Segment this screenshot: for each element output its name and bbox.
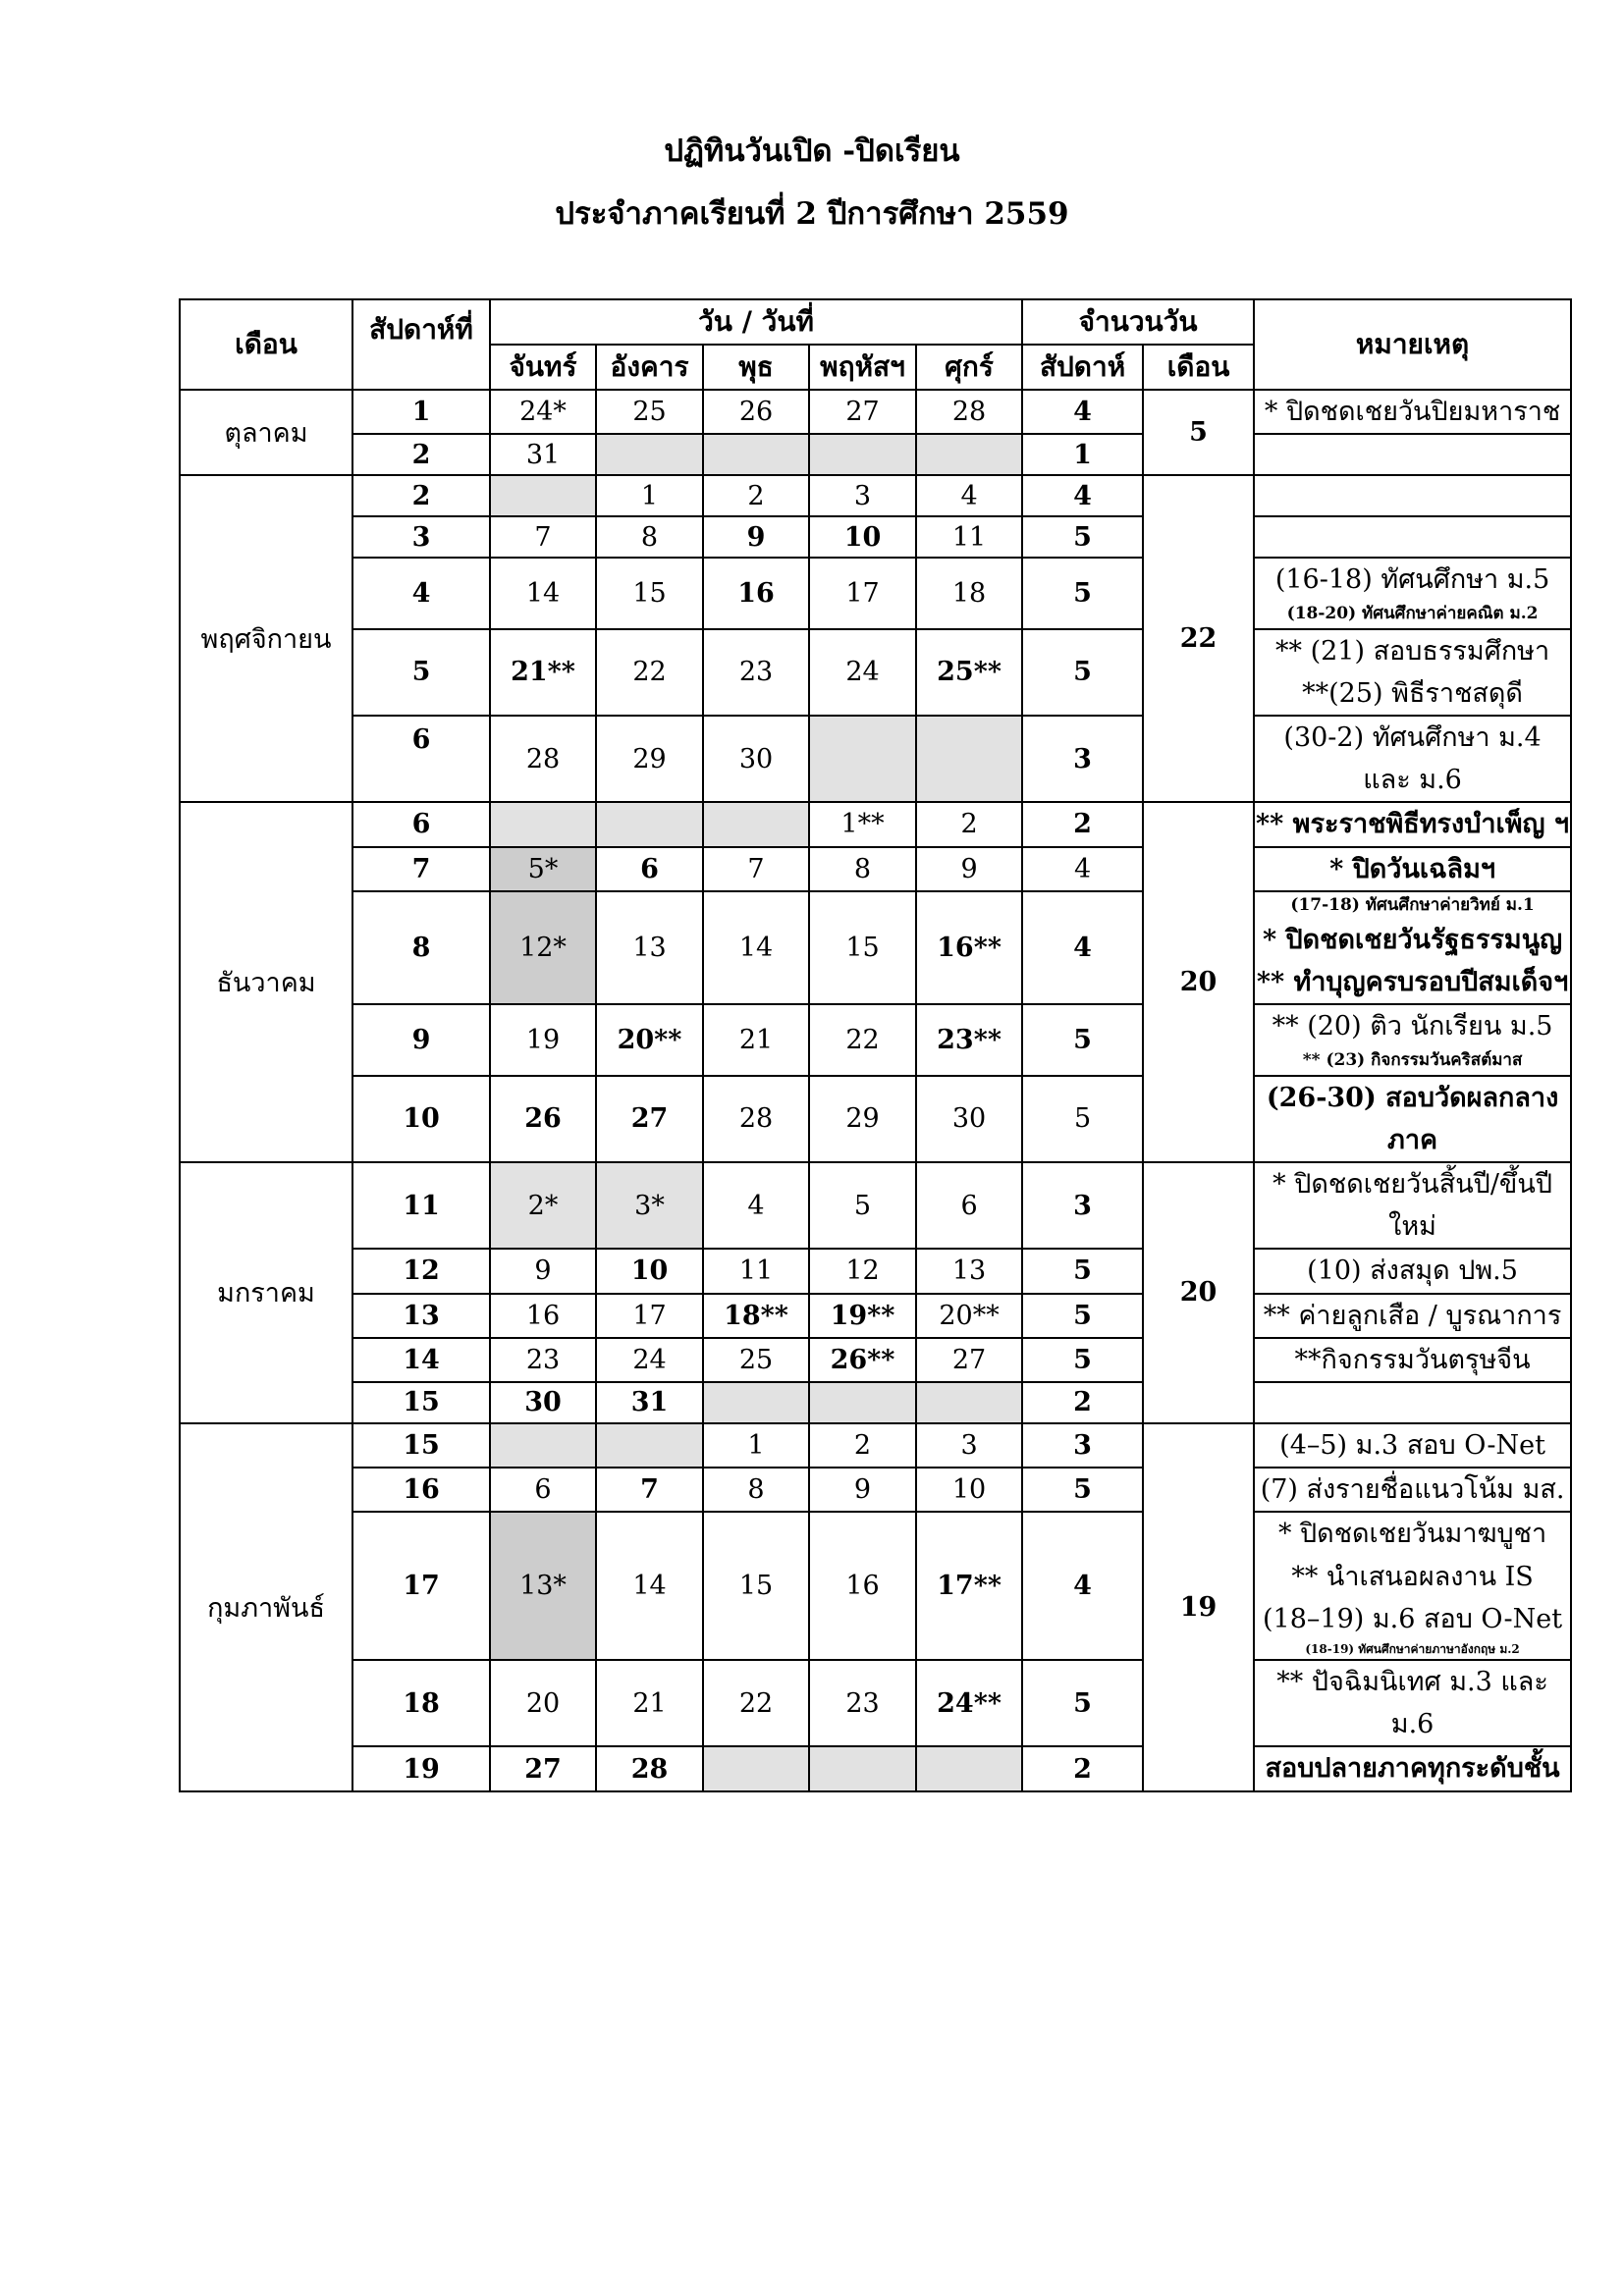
calendar-row [180, 802, 1571, 846]
note-line: ** ปัจฉิมนิเทศ ม.3 และ [1276, 1667, 1548, 1698]
note-cell [1254, 1468, 1571, 1512]
week-number: 15 [352, 1382, 490, 1423]
calendar-row [180, 516, 1571, 558]
date-thu [809, 434, 916, 475]
note-line: ** (21) สอบธรรมศึกษา [1274, 635, 1550, 667]
date-fri: 18 [916, 558, 1022, 628]
date-mon: 9 [490, 1249, 596, 1293]
calendar-row [180, 1468, 1571, 1512]
calendar-row [180, 434, 1571, 475]
week-day-count: 5 [1022, 1004, 1143, 1075]
week-number: 7 [352, 847, 490, 891]
note-cell [1254, 1076, 1571, 1162]
week-day-count: 5 [1022, 1660, 1143, 1746]
week-day-count: 5 [1022, 1249, 1143, 1293]
week-number: 8 [352, 891, 490, 1005]
date-fri: 23** [916, 1004, 1022, 1075]
date-fri: 17** [916, 1512, 1022, 1660]
note-line: (18-20) ทัศนศึกษาค่ายคณิต ม.2 [1286, 604, 1539, 624]
date-fri: 24** [916, 1660, 1022, 1746]
date-thu: 16 [809, 1512, 916, 1660]
note-line: (4–5) ม.3 สอบ O-Net [1279, 1429, 1545, 1461]
note-cell [1254, 1294, 1571, 1338]
date-tue: 22 [596, 629, 703, 716]
week-day-count: 5 [1022, 1076, 1143, 1162]
date-fri: 16** [916, 891, 1022, 1005]
month-day-count: 5 [1143, 390, 1254, 475]
week-number: 4 [352, 558, 490, 628]
note-cell [1254, 558, 1571, 628]
calendar-row [180, 390, 1571, 434]
date-tue: 31 [596, 1382, 703, 1423]
note-line: (16-18) ทัศนศึกษา ม.5 [1274, 564, 1550, 596]
calendar-row [180, 1162, 1571, 1249]
week-number: 13 [352, 1294, 490, 1338]
week-number: 16 [352, 1468, 490, 1512]
date-fri: 13 [916, 1249, 1022, 1293]
date-fri: 20** [916, 1294, 1022, 1338]
calendar-row [180, 891, 1571, 1005]
week-day-count: 5 [1022, 1338, 1143, 1382]
date-tue: 3* [596, 1162, 703, 1249]
month-name: ธันวาคม [180, 802, 352, 1162]
date-fri [916, 716, 1022, 802]
date-tue: 27 [596, 1076, 703, 1162]
date-fri [916, 1382, 1022, 1423]
date-mon: 16 [490, 1294, 596, 1338]
date-thu: 12 [809, 1249, 916, 1293]
month-day-count: 20 [1143, 802, 1254, 1162]
month-day-count: 22 [1143, 475, 1254, 802]
note-line: **กิจกรรมวันตรุษจีน [1294, 1344, 1531, 1375]
calendar-row [180, 1338, 1571, 1382]
note-cell [1254, 1004, 1571, 1075]
date-wed: 21 [703, 1004, 809, 1075]
date-fri: 9 [916, 847, 1022, 891]
date-thu [809, 1746, 916, 1790]
date-tue: 10 [596, 1249, 703, 1293]
calendar-row [180, 1746, 1571, 1790]
date-wed: 1 [703, 1423, 809, 1468]
note-line: * ปิดชดเชยวันสิ้นปี/ขึ้นปีใหม่ [1272, 1169, 1552, 1243]
week-day-count: 4 [1022, 847, 1143, 891]
date-mon: 7 [490, 516, 596, 558]
date-tue: 13 [596, 891, 703, 1005]
calendar-row [180, 1423, 1571, 1468]
date-thu: 1** [809, 802, 916, 846]
week-day-count: 2 [1022, 1382, 1143, 1423]
date-fri: 28 [916, 390, 1022, 434]
date-fri: 2 [916, 802, 1022, 846]
header-note: หมายเหตุ [1254, 299, 1571, 390]
note-line: ** (23) กิจกรรมวันคริสต์มาส [1302, 1050, 1523, 1071]
date-tue: 15 [596, 558, 703, 628]
date-tue [596, 802, 703, 846]
month-name: พฤศจิกายน [180, 475, 352, 802]
date-wed: 22 [703, 1660, 809, 1746]
header-tue: อังคาร [596, 345, 703, 390]
header-dates: วัน / วันที่ [490, 299, 1022, 345]
note-line: (17-18) ทัศนศึกษาค่ายวิทย์ ม.1 [1290, 894, 1535, 915]
date-fri: 3 [916, 1423, 1022, 1468]
header-month: เดือน [180, 299, 352, 390]
date-thu: 8 [809, 847, 916, 891]
week-day-count: 1 [1022, 434, 1143, 475]
date-wed: 30 [703, 716, 809, 802]
week-day-count: 3 [1022, 716, 1143, 802]
date-wed: 9 [703, 516, 809, 558]
week-day-count: 4 [1022, 475, 1143, 516]
date-fri: 6 [916, 1162, 1022, 1249]
week-day-count: 5 [1022, 1294, 1143, 1338]
note-line: (18-19) ทัศนศึกษาค่ายภาษาอังกฤษ ม.2 [1305, 1641, 1520, 1656]
calendar-table [179, 298, 1572, 1792]
date-thu: 5 [809, 1162, 916, 1249]
week-number: 19 [352, 1746, 490, 1790]
calendar-row [180, 558, 1571, 628]
date-wed [703, 802, 809, 846]
date-wed: 18** [703, 1294, 809, 1338]
note-line: * ปิดวันเฉลิมฯ [1329, 853, 1496, 884]
header-count: จำนวนวัน [1022, 299, 1254, 345]
date-wed: 8 [703, 1468, 809, 1512]
date-thu: 23 [809, 1660, 916, 1746]
date-fri [916, 434, 1022, 475]
week-day-count: 3 [1022, 1162, 1143, 1249]
date-tue: 14 [596, 1512, 703, 1660]
note-cell [1254, 1338, 1571, 1382]
date-mon: 5* [490, 847, 596, 891]
date-thu: 3 [809, 475, 916, 516]
date-mon [490, 475, 596, 516]
note-cell [1254, 802, 1571, 846]
header-thu: พฤหัสฯ [809, 345, 916, 390]
week-number: 1 [352, 390, 490, 434]
week-day-count: 4 [1022, 891, 1143, 1005]
date-thu: 9 [809, 1468, 916, 1512]
note-line: ** (20) ติว นักเรียน ม.5 [1272, 1011, 1553, 1042]
note-line: (26-30) สอบวัดผลกลางภาค [1266, 1082, 1559, 1155]
date-wed: 4 [703, 1162, 809, 1249]
date-wed: 15 [703, 1512, 809, 1660]
note-line: ** ทำบุญครบรอบปีสมเด็จฯ [1256, 967, 1569, 998]
note-cell [1254, 434, 1571, 475]
date-mon: 24* [490, 390, 596, 434]
date-wed [703, 1382, 809, 1423]
date-fri: 30 [916, 1076, 1022, 1162]
note-cell [1254, 716, 1571, 802]
note-cell [1254, 516, 1571, 558]
week-number: 12 [352, 1249, 490, 1293]
calendar-row [180, 1512, 1571, 1660]
note-line: * ปิดชดเชยวันมาฆบูชา [1277, 1519, 1547, 1550]
date-mon: 13* [490, 1512, 596, 1660]
date-mon: 6 [490, 1468, 596, 1512]
date-mon [490, 1423, 596, 1468]
date-wed: 26 [703, 390, 809, 434]
month-name: ตุลาคม [180, 390, 352, 475]
date-wed: 16 [703, 558, 809, 628]
date-thu: 19** [809, 1294, 916, 1338]
week-number: 17 [352, 1512, 490, 1660]
note-line: ม.6 [1390, 1709, 1435, 1740]
month-day-count: 20 [1143, 1162, 1254, 1423]
date-fri: 11 [916, 516, 1022, 558]
week-number: 6 [352, 802, 490, 846]
week-number: 2 [352, 434, 490, 475]
week-number: 6 [352, 716, 490, 802]
week-day-count: 2 [1022, 1746, 1143, 1790]
date-tue: 8 [596, 516, 703, 558]
header-per-month: เดือน [1143, 345, 1254, 390]
date-tue: 20** [596, 1004, 703, 1075]
note-line: * ปิดชดเชยวันรัฐธรรมนูญ [1262, 924, 1563, 955]
week-number: 11 [352, 1162, 490, 1249]
week-number: 10 [352, 1076, 490, 1162]
date-thu: 10 [809, 516, 916, 558]
date-fri: 25** [916, 629, 1022, 716]
date-wed: 14 [703, 891, 809, 1005]
date-wed: 23 [703, 629, 809, 716]
calendar-row [180, 716, 1571, 802]
date-fri [916, 1746, 1022, 1790]
date-tue: 17 [596, 1294, 703, 1338]
date-thu: 26** [809, 1338, 916, 1382]
date-wed [703, 1746, 809, 1790]
note-line: สอบปลายภาคทุกระดับชั้น [1265, 1753, 1560, 1785]
header-fri: ศุกร์ [916, 345, 1022, 390]
note-line: ** นำเสนอผลงาน IS [1291, 1561, 1534, 1592]
note-cell [1254, 1382, 1571, 1423]
week-day-count: 4 [1022, 390, 1143, 434]
date-wed: 2 [703, 475, 809, 516]
week-number: 5 [352, 629, 490, 716]
week-number: 9 [352, 1004, 490, 1075]
date-thu: 24 [809, 629, 916, 716]
note-line: * ปิดชดเชยวันปิยมหาราช [1264, 397, 1561, 427]
note-cell [1254, 1746, 1571, 1790]
note-cell [1254, 1423, 1571, 1468]
note-line: (18–19) ม.6 สอบ O-Net [1263, 1603, 1563, 1634]
week-number: 2 [352, 475, 490, 516]
date-tue [596, 1423, 703, 1468]
date-wed: 25 [703, 1338, 809, 1382]
note-cell [1254, 1249, 1571, 1293]
week-day-count: 3 [1022, 1423, 1143, 1468]
week-number: 3 [352, 516, 490, 558]
date-tue: 28 [596, 1746, 703, 1790]
date-mon: 20 [490, 1660, 596, 1746]
date-tue: 24 [596, 1338, 703, 1382]
month-name: กุมภาพันธ์ [180, 1423, 352, 1791]
date-tue: 7 [596, 1468, 703, 1512]
header-mon: จันทร์ [490, 345, 596, 390]
page-title: ปฏิทินวันเปิด -ปิดเรียน [664, 133, 960, 169]
calendar-row [180, 1249, 1571, 1293]
date-thu [809, 1382, 916, 1423]
note-cell [1254, 629, 1571, 716]
date-mon: 23 [490, 1338, 596, 1382]
month-name: มกราคม [180, 1162, 352, 1423]
week-day-count: 5 [1022, 1468, 1143, 1512]
date-tue: 29 [596, 716, 703, 802]
note-line: (10) ส่งสมุด ปพ.5 [1307, 1255, 1518, 1287]
date-wed [703, 434, 809, 475]
calendar-row [180, 629, 1571, 716]
date-wed: 28 [703, 1076, 809, 1162]
page-subtitle: ประจำภาคเรียนที่ 2 ปีการศึกษา 2559 [555, 196, 1069, 232]
week-day-count: 5 [1022, 629, 1143, 716]
date-fri: 10 [916, 1468, 1022, 1512]
date-thu: 17 [809, 558, 916, 628]
week-day-count: 5 [1022, 558, 1143, 628]
date-tue: 1 [596, 475, 703, 516]
date-mon: 26 [490, 1076, 596, 1162]
date-mon: 31 [490, 434, 596, 475]
date-mon: 12* [490, 891, 596, 1005]
header-week: สัปดาห์ที่ [352, 299, 490, 390]
note-cell [1254, 1162, 1571, 1249]
note-line: (7) ส่งรายชื่อแนวโน้ม มส. [1260, 1474, 1565, 1506]
note-cell [1254, 475, 1571, 516]
calendar-row [180, 1076, 1571, 1162]
date-mon: 19 [490, 1004, 596, 1075]
week-number: 14 [352, 1338, 490, 1382]
note-cell [1254, 390, 1571, 434]
date-mon: 21** [490, 629, 596, 716]
date-tue: 6 [596, 847, 703, 891]
date-thu: 29 [809, 1076, 916, 1162]
date-thu: 22 [809, 1004, 916, 1075]
week-number: 15 [352, 1423, 490, 1468]
date-mon: 30 [490, 1382, 596, 1423]
date-fri: 27 [916, 1338, 1022, 1382]
date-tue: 21 [596, 1660, 703, 1746]
calendar-row [180, 1294, 1571, 1338]
note-line: ** ค่ายลูกเสือ / บูรณาการ [1263, 1300, 1562, 1331]
date-mon: 27 [490, 1746, 596, 1790]
date-wed: 7 [703, 847, 809, 891]
week-day-count: 4 [1022, 1512, 1143, 1660]
date-mon [490, 802, 596, 846]
note-cell [1254, 1660, 1571, 1746]
note-line: **(25) พิธีราชสดุดี [1302, 677, 1523, 709]
calendar-row [180, 1004, 1571, 1075]
date-fri: 4 [916, 475, 1022, 516]
calendar-row [180, 847, 1571, 891]
calendar-row [180, 1660, 1571, 1746]
date-thu: 27 [809, 390, 916, 434]
calendar-row [180, 1382, 1571, 1423]
note-cell [1254, 891, 1571, 1005]
date-wed: 11 [703, 1249, 809, 1293]
date-mon: 2* [490, 1162, 596, 1249]
week-day-count: 2 [1022, 802, 1143, 846]
date-thu: 15 [809, 891, 916, 1005]
date-tue [596, 434, 703, 475]
calendar-row [180, 475, 1571, 516]
header-per-week: สัปดาห์ [1022, 345, 1143, 390]
note-line: (30-2) ทัศนศึกษา ม.4 [1283, 721, 1542, 753]
date-tue: 25 [596, 390, 703, 434]
note-cell [1254, 1512, 1571, 1660]
note-cell [1254, 847, 1571, 891]
header-wed: พุธ [703, 345, 809, 390]
date-mon: 14 [490, 558, 596, 628]
date-thu: 2 [809, 1423, 916, 1468]
date-mon: 28 [490, 716, 596, 802]
note-line: และ ม.6 [1363, 765, 1462, 796]
note-line: ** พระราชพิธีทรงบำเพ็ญ ฯ [1256, 809, 1570, 840]
month-day-count: 19 [1143, 1423, 1254, 1791]
week-number: 18 [352, 1660, 490, 1746]
date-thu [809, 716, 916, 802]
week-day-count: 5 [1022, 516, 1143, 558]
